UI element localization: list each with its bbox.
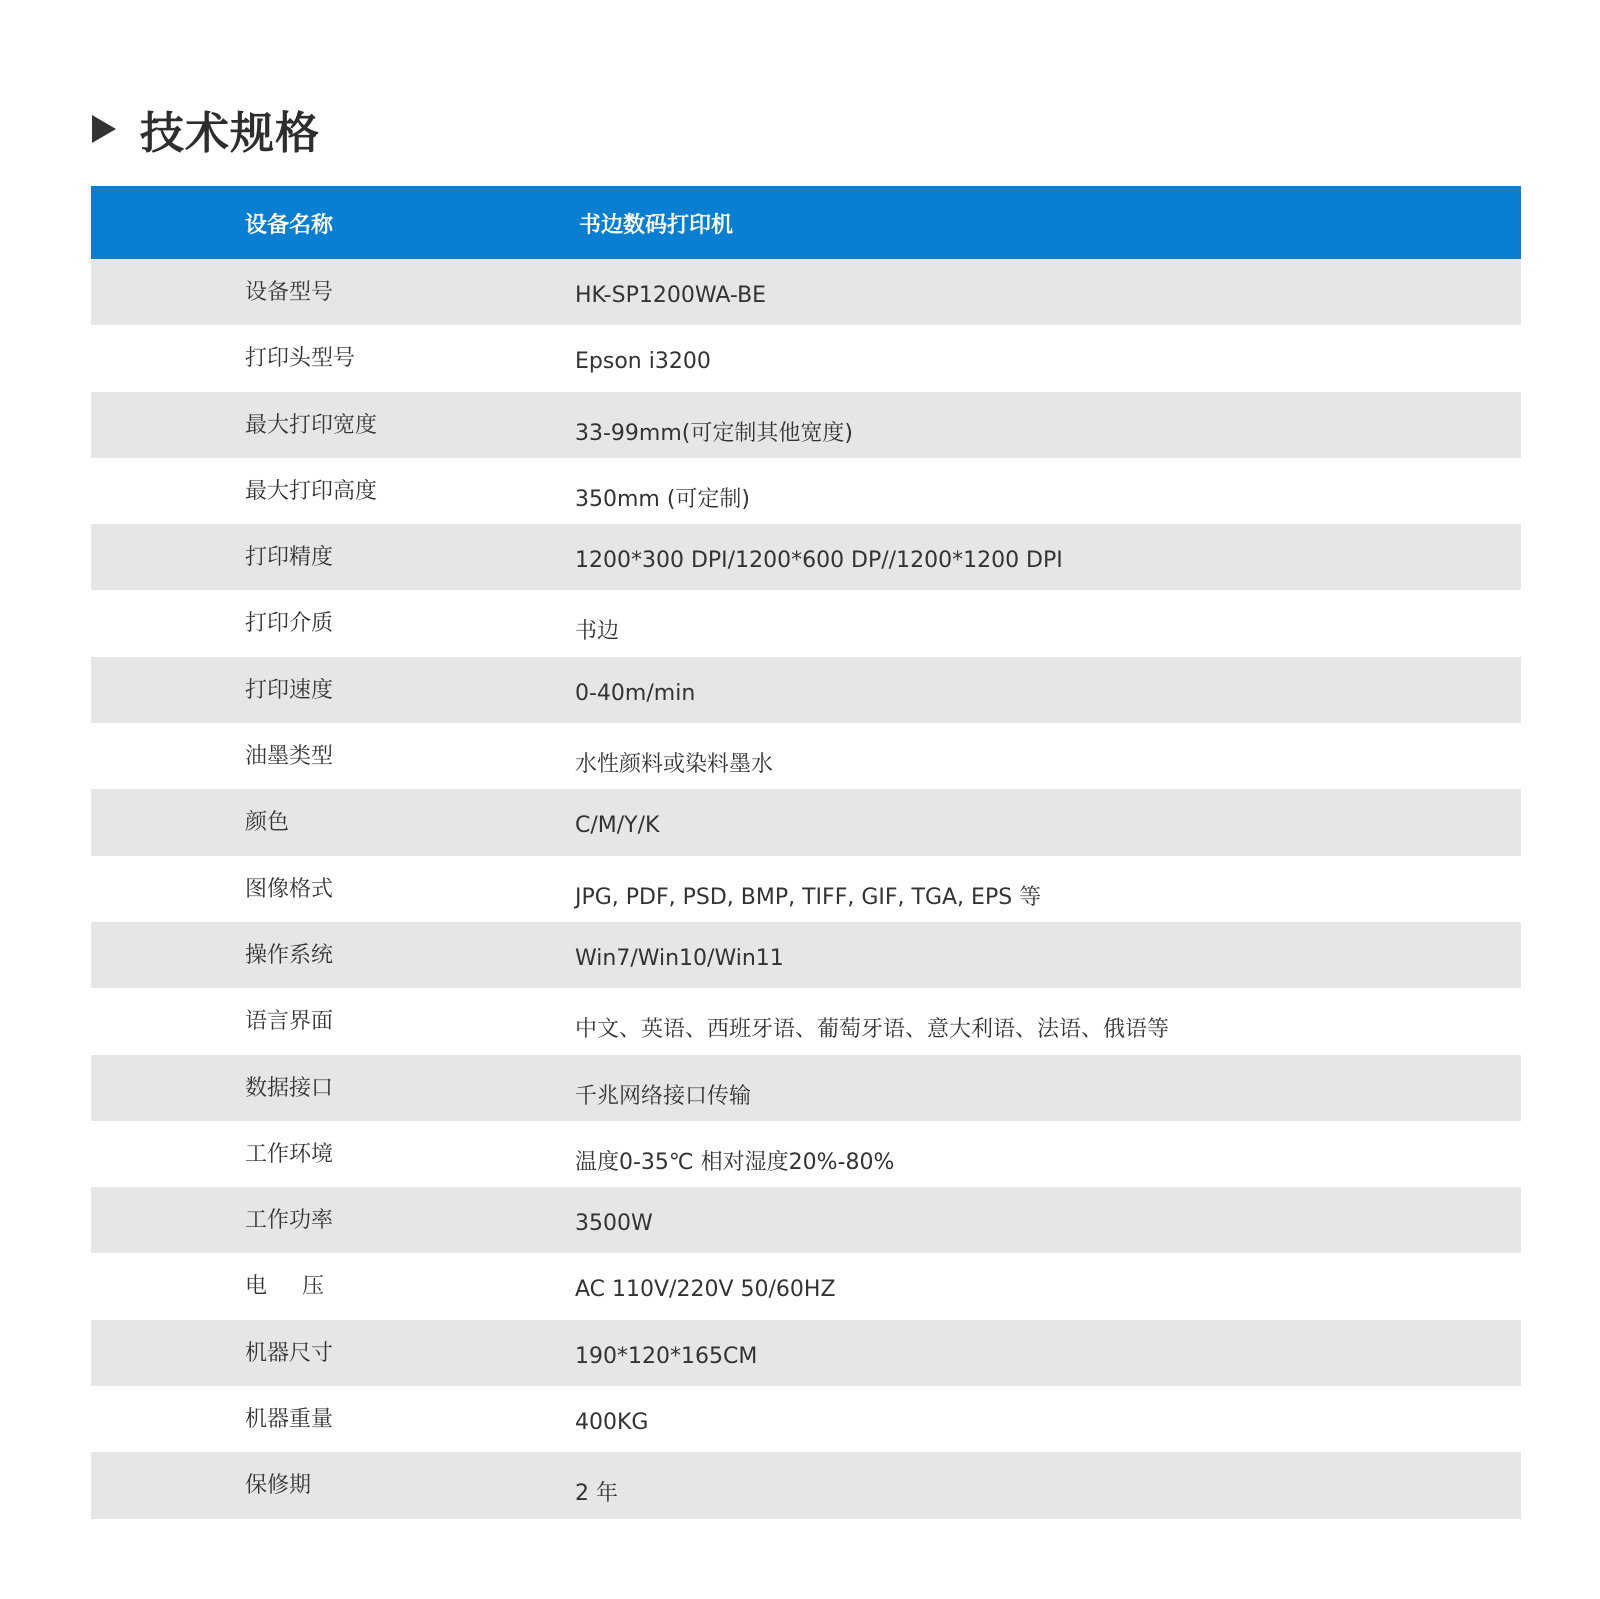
row-label: 电 压 <box>245 1274 324 1300</box>
row-value: 0-40m/min <box>575 680 696 706</box>
table-row <box>91 988 1521 1054</box>
row-label: 工作环境 <box>245 1141 334 1167</box>
row-label: 数据接口 <box>245 1075 334 1101</box>
row-label: 操作系统 <box>245 942 334 968</box>
row-label: 语言界面 <box>245 1009 334 1035</box>
row-value: 书边 <box>575 619 620 645</box>
table-row <box>91 1452 1521 1518</box>
table-header-row <box>91 186 1521 259</box>
header-value: 书边数码打印机 <box>579 213 734 238</box>
page-title: 技术规格 <box>140 108 320 159</box>
row-value: 温度0-35℃ 相对湿度20%-80% <box>575 1149 895 1175</box>
row-label: 打印介质 <box>245 611 334 637</box>
row-label: 机器重量 <box>245 1407 334 1433</box>
table-row <box>91 1253 1521 1319</box>
table-row <box>91 723 1521 789</box>
row-label: 打印头型号 <box>245 346 356 372</box>
row-label: 打印精度 <box>245 545 334 571</box>
row-label: 机器尺寸 <box>245 1340 334 1366</box>
table-row <box>91 922 1521 988</box>
table-row <box>91 1121 1521 1187</box>
table-row <box>91 1386 1521 1452</box>
row-value: C/M/Y/K <box>575 813 660 839</box>
section-heading <box>92 98 320 160</box>
table-row <box>91 657 1521 723</box>
table-row <box>91 1055 1521 1121</box>
table-row <box>91 524 1521 590</box>
row-label: 最大打印高度 <box>245 478 378 504</box>
row-label: 打印速度 <box>245 677 334 703</box>
table-row <box>91 789 1521 855</box>
table-row <box>91 856 1521 922</box>
row-label: 保修期 <box>245 1473 312 1499</box>
row-value: 350mm (可定制) <box>575 486 751 512</box>
spec-table <box>91 186 1521 1519</box>
row-value: 水性颜料或染料墨水 <box>575 752 774 778</box>
row-value: JPG, PDF, PSD, BMP, TIFF, GIF, TGA, EPS 等 <box>575 884 1042 910</box>
table-row <box>91 1187 1521 1253</box>
row-value: HK-SP1200WA-BE <box>575 283 767 308</box>
row-value: 400KG <box>575 1410 649 1436</box>
row-value: 33-99mm(可定制其他宽度) <box>575 420 853 446</box>
row-value: 190*120*165CM <box>575 1343 758 1369</box>
row-label: 最大打印宽度 <box>245 412 378 438</box>
row-value: 1200*300 DPI/1200*600 DP//1200*1200 DPI <box>575 548 1063 574</box>
row-value: Epson i3200 <box>575 349 711 375</box>
row-label: 工作功率 <box>245 1208 334 1234</box>
row-value: AC 110V/220V 50/60HZ <box>575 1277 836 1303</box>
row-value: 3500W <box>575 1211 653 1237</box>
row-value: 中文、英语、西班牙语、葡萄牙语、意大利语、法语、俄语等 <box>575 1017 1170 1043</box>
row-label: 颜色 <box>245 810 290 836</box>
table-row <box>91 590 1521 656</box>
row-label: 设备型号 <box>245 280 334 305</box>
row-value: 2 年 <box>575 1481 618 1507</box>
table-row <box>91 392 1521 458</box>
table-row <box>91 458 1521 524</box>
table-row <box>91 259 1521 325</box>
play-triangle-icon <box>92 115 116 143</box>
row-label: 油墨类型 <box>245 744 334 770</box>
row-value: 千兆网络接口传输 <box>575 1083 752 1109</box>
row-label: 图像格式 <box>245 876 334 902</box>
row-value: Win7/Win10/Win11 <box>575 945 784 971</box>
table-row <box>91 325 1521 391</box>
table-row <box>91 1320 1521 1386</box>
header-label: 设备名称 <box>245 213 334 238</box>
